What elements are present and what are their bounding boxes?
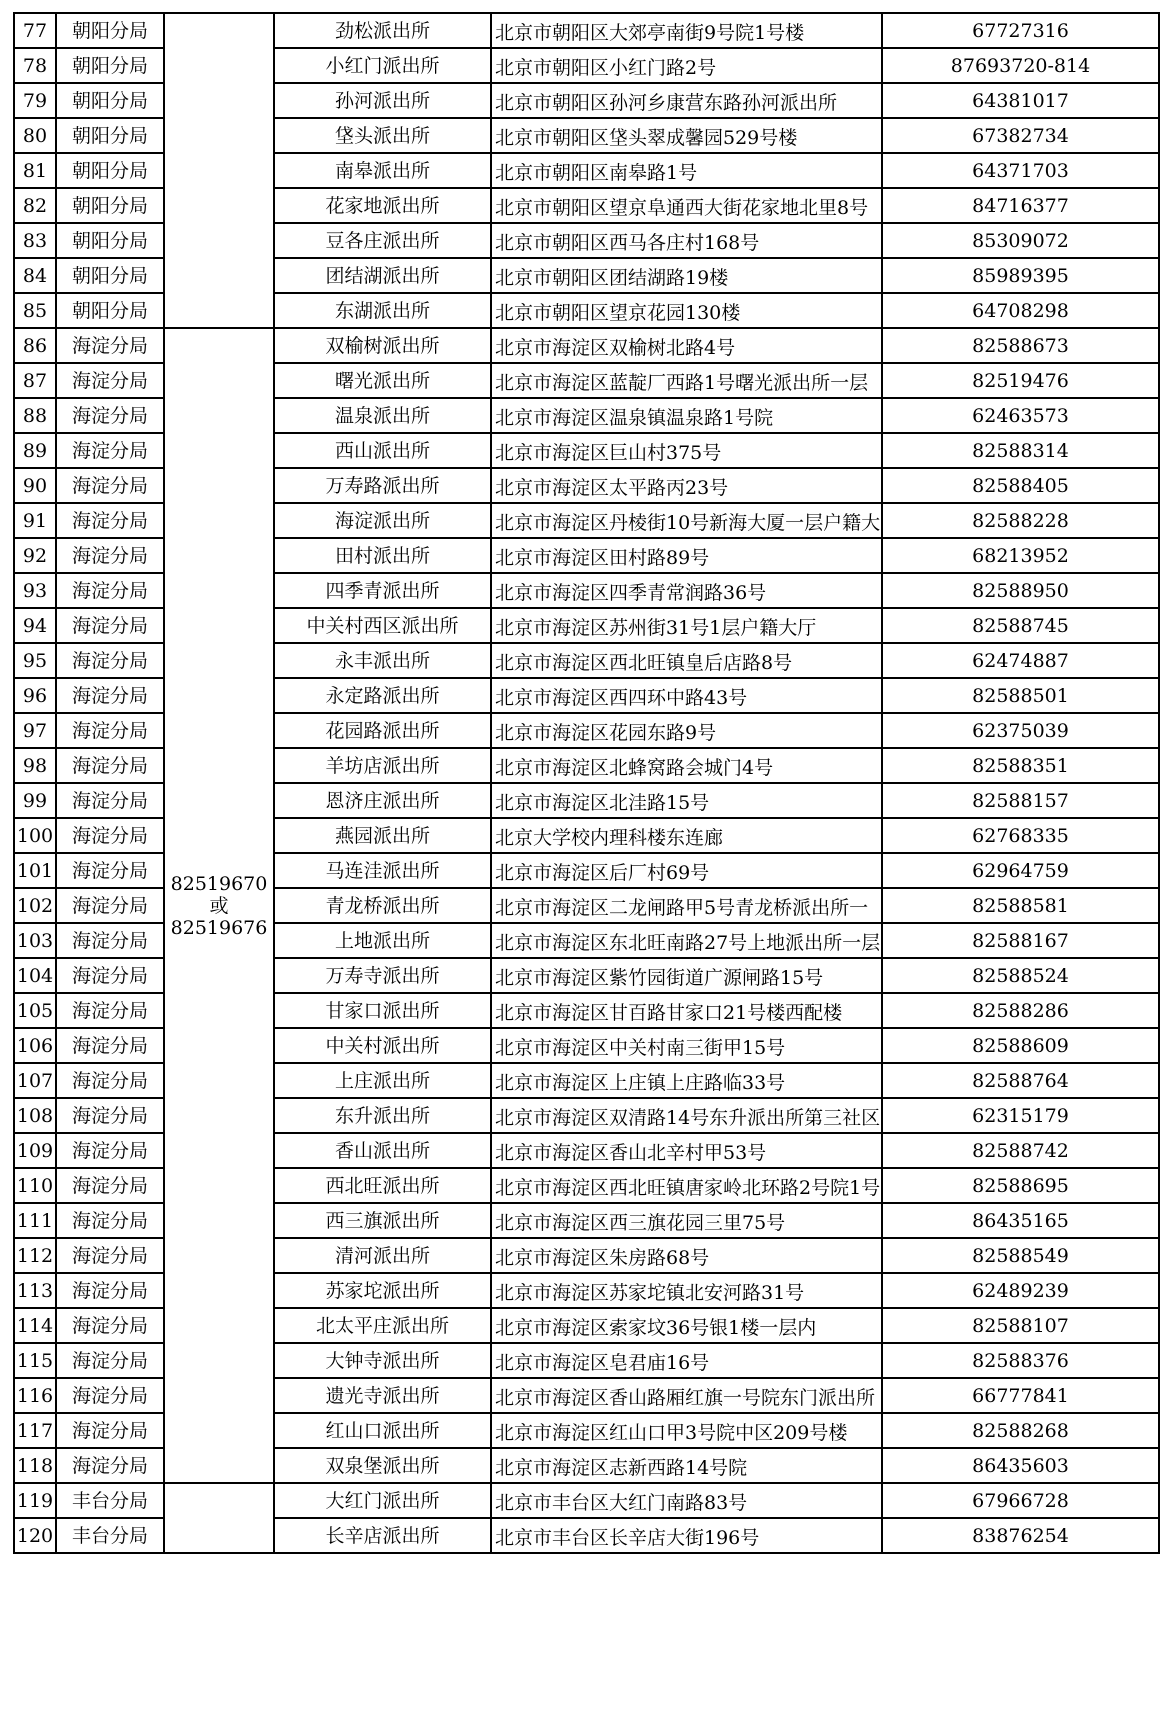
station-address: 北京市朝阳区小红门路2号 (495, 57, 717, 79)
phone-number: 67382734 (972, 124, 1069, 147)
bureau-hotline: 82519670或82519676 (170, 872, 268, 939)
station-address: 北京市海淀区中关村南三街甲15号 (495, 1037, 786, 1059)
phone-number: 87693720-814 (950, 54, 1091, 77)
phone-number: 82588107 (972, 1314, 1069, 1337)
phone-number: 82588167 (972, 929, 1069, 952)
station-name: 羊坊店派出所 (325, 754, 440, 777)
station-address: 北京市海淀区朱房路68号 (495, 1247, 710, 1269)
station-name: 孙河派出所 (334, 89, 430, 112)
station-name: 双泉堡派出所 (325, 1454, 440, 1477)
station-address: 北京市海淀区四季青常润路36号 (495, 582, 767, 604)
station-address: 北京市海淀区西三旗花园三里75号 (495, 1212, 786, 1234)
station-name: 东升派出所 (334, 1104, 430, 1127)
station-address: 北京市朝阳区大郊亭南街9号院1号楼 (495, 22, 805, 44)
row-number: 78 (22, 54, 48, 77)
row-number: 108 (16, 1104, 54, 1127)
bureau-name: 海淀分局 (71, 1209, 148, 1232)
station-address: 北京市朝阳区望京花园130楼 (495, 302, 741, 324)
station-name: 西北旺派出所 (325, 1174, 440, 1197)
phone-number: 68213952 (972, 544, 1069, 567)
row-number: 109 (16, 1139, 54, 1162)
bureau-hotline (165, 1484, 273, 1552)
bureau-hotline (165, 14, 273, 327)
phone-number: 82588695 (972, 1174, 1069, 1197)
row-number: 119 (16, 1489, 54, 1512)
phone-number: 82588405 (972, 474, 1069, 497)
row-number: 93 (22, 579, 48, 602)
row-number: 106 (16, 1034, 54, 1057)
row-number: 83 (22, 229, 48, 252)
phone-number: 82588745 (972, 614, 1069, 637)
row-rule (273, 1552, 1160, 1554)
row-number: 89 (22, 439, 48, 462)
bureau-name: 朝阳分局 (71, 264, 148, 287)
bureau-name: 海淀分局 (71, 1314, 148, 1337)
station-name: 清河派出所 (334, 1244, 430, 1267)
phone-number: 82588286 (972, 999, 1069, 1022)
station-address: 北京市海淀区紫竹园街道广源闸路15号 (495, 967, 824, 989)
bureau-name: 朝阳分局 (71, 54, 148, 77)
station-name: 中关村派出所 (325, 1034, 440, 1057)
bureau-name: 海淀分局 (71, 964, 148, 987)
row-number: 91 (22, 509, 48, 532)
row-number: 85 (22, 299, 48, 322)
bureau-name: 海淀分局 (71, 1174, 148, 1197)
bureau-name: 朝阳分局 (71, 299, 148, 322)
row-number: 86 (22, 334, 48, 357)
station-name: 遗光寺派出所 (325, 1384, 440, 1407)
station-name: 上地派出所 (334, 929, 430, 952)
row-number: 87 (22, 369, 48, 392)
station-name: 永定路派出所 (325, 684, 440, 707)
bureau-name: 朝阳分局 (71, 89, 148, 112)
bureau-name: 朝阳分局 (71, 19, 148, 42)
bureau-name: 海淀分局 (71, 474, 148, 497)
row-number: 92 (22, 544, 48, 567)
row-number: 99 (22, 789, 48, 812)
phone-number: 82588157 (972, 789, 1069, 812)
bureau-name: 海淀分局 (71, 1279, 148, 1302)
bureau-name: 丰台分局 (71, 1524, 148, 1547)
row-number: 115 (16, 1349, 54, 1372)
bureau-name: 海淀分局 (71, 999, 148, 1022)
bureau-name: 海淀分局 (71, 1384, 148, 1407)
station-name: 南皋派出所 (334, 159, 430, 182)
station-name: 北太平庄派出所 (315, 1314, 449, 1337)
phone-number: 62463573 (972, 404, 1069, 427)
row-number: 82 (22, 194, 48, 217)
station-name: 东湖派出所 (334, 299, 430, 322)
station-name: 温泉派出所 (334, 404, 430, 427)
row-number: 77 (22, 19, 48, 42)
bureau-name: 海淀分局 (71, 824, 148, 847)
station-name: 万寿路派出所 (325, 474, 440, 497)
phone-number: 62375039 (972, 719, 1069, 742)
bureau-name: 海淀分局 (71, 894, 148, 917)
phone-number: 66777841 (972, 1384, 1069, 1407)
phone-number: 82588376 (972, 1349, 1069, 1372)
bureau-name: 海淀分局 (71, 1244, 148, 1267)
row-number: 118 (16, 1454, 54, 1477)
station-name: 燕园派出所 (334, 824, 430, 847)
bureau-name: 海淀分局 (71, 1454, 148, 1477)
station-name: 大红门派出所 (325, 1489, 440, 1512)
station-address: 北京市朝阳区垡头翠成馨园529号楼 (495, 127, 798, 149)
bureau-name: 海淀分局 (71, 649, 148, 672)
bureau-name: 海淀分局 (71, 544, 148, 567)
row-number: 100 (16, 824, 54, 847)
station-name: 大钟寺派出所 (325, 1349, 440, 1372)
station-name: 小红门派出所 (325, 54, 440, 77)
phone-number: 86435165 (972, 1209, 1069, 1232)
station-address: 北京市海淀区香山北辛村甲53号 (495, 1142, 767, 1164)
station-name: 马连洼派出所 (325, 859, 440, 882)
row-number: 95 (22, 649, 48, 672)
row-rule (163, 1552, 275, 1554)
station-name: 香山派出所 (334, 1139, 430, 1162)
bureau-name: 海淀分局 (71, 334, 148, 357)
row-number: 101 (16, 859, 54, 882)
bureau-name: 海淀分局 (71, 859, 148, 882)
station-name: 苏家坨派出所 (325, 1279, 440, 1302)
station-address: 北京市海淀区志新西路14号院 (495, 1457, 748, 1479)
bureau-name: 海淀分局 (71, 1349, 148, 1372)
phone-number: 82588673 (972, 334, 1069, 357)
station-address: 北京市海淀区皂君庙16号 (495, 1352, 710, 1374)
bureau-name: 海淀分局 (71, 754, 148, 777)
bureau-name: 海淀分局 (71, 404, 148, 427)
station-address: 北京市海淀区北洼路15号 (495, 792, 710, 814)
station-name: 花园路派出所 (325, 719, 440, 742)
station-name: 劲松派出所 (334, 19, 430, 42)
station-address: 北京市朝阳区孙河乡康营东路孙河派出所 (495, 92, 838, 114)
station-address: 北京市海淀区蓝靛厂西路1号曙光派出所一层 (495, 372, 869, 394)
phone-number: 82588314 (972, 439, 1069, 462)
station-address: 北京市海淀区田村路89号 (495, 547, 710, 569)
row-number: 120 (16, 1524, 54, 1547)
row-number: 117 (16, 1419, 54, 1442)
station-address: 北京市海淀区苏州街31号1层户籍大厅 (495, 617, 817, 639)
row-number: 111 (16, 1209, 54, 1232)
station-address: 北京市海淀区苏家坨镇北安河路31号 (495, 1282, 805, 1304)
station-address: 北京市朝阳区团结湖路19楼 (495, 267, 729, 289)
station-name: 豆各庄派出所 (325, 229, 440, 252)
row-number: 80 (22, 124, 48, 147)
station-address: 北京市海淀区西四环中路43号 (495, 687, 748, 709)
row-number: 105 (16, 999, 54, 1022)
bureau-name: 朝阳分局 (71, 159, 148, 182)
phone-number: 85989395 (972, 264, 1069, 287)
station-name: 永丰派出所 (334, 649, 430, 672)
phone-number: 82588524 (972, 964, 1069, 987)
bureau-name: 海淀分局 (71, 684, 148, 707)
station-address: 北京市海淀区索家坟36号银1楼一层内 (495, 1317, 817, 1339)
station-address: 北京市海淀区丹棱街10号新海大厦一层户籍大 (495, 512, 881, 534)
row-number: 110 (16, 1174, 54, 1197)
bureau-name: 海淀分局 (71, 1069, 148, 1092)
phone-number: 67727316 (972, 19, 1069, 42)
station-address: 北京市海淀区花园东路9号 (495, 722, 717, 744)
row-number: 113 (16, 1279, 54, 1302)
bureau-name: 朝阳分局 (71, 194, 148, 217)
station-address: 北京市海淀区太平路丙23号 (495, 477, 729, 499)
phone-number: 62474887 (972, 649, 1069, 672)
row-number: 107 (16, 1069, 54, 1092)
bureau-name: 海淀分局 (71, 439, 148, 462)
station-address: 北京市海淀区香山路厢红旗一号院东门派出所 (495, 1387, 876, 1409)
station-address: 北京市朝阳区南皋路1号 (495, 162, 698, 184)
phone-number: 62768335 (972, 824, 1069, 847)
station-name: 西山派出所 (334, 439, 430, 462)
phone-number: 82588549 (972, 1244, 1069, 1267)
station-name: 海淀派出所 (334, 509, 430, 532)
bureau-name: 海淀分局 (71, 1419, 148, 1442)
station-address: 北京市海淀区双榆树北路4号 (495, 337, 736, 359)
phone-number: 82588609 (972, 1034, 1069, 1057)
phone-number: 67966728 (972, 1489, 1069, 1512)
phone-number: 82519476 (972, 369, 1069, 392)
bureau-name: 朝阳分局 (71, 229, 148, 252)
station-name: 长辛店派出所 (325, 1524, 440, 1547)
phone-number: 82588351 (972, 754, 1069, 777)
station-address: 北京市海淀区巨山村375号 (495, 442, 722, 464)
bureau-name: 海淀分局 (71, 579, 148, 602)
station-name: 中关村西区派出所 (306, 614, 459, 637)
bureau-name: 海淀分局 (71, 929, 148, 952)
phone-number: 82588501 (972, 684, 1069, 707)
station-name: 四季青派出所 (325, 579, 440, 602)
station-address: 北京市海淀区西北旺镇皇后店路8号 (495, 652, 793, 674)
station-name: 万寿寺派出所 (325, 964, 440, 987)
station-address: 北京市海淀区红山口甲3号院中区209号楼 (495, 1422, 848, 1444)
bureau-name: 海淀分局 (71, 1139, 148, 1162)
station-address: 北京市丰台区长辛店大街196号 (495, 1527, 760, 1549)
row-number: 102 (16, 894, 54, 917)
station-address: 北京市海淀区西北旺镇唐家岭北环路2号院1号 (495, 1177, 881, 1199)
bureau-name: 海淀分局 (71, 1034, 148, 1057)
row-number: 81 (22, 159, 48, 182)
station-address: 北京市海淀区东北旺南路27号上地派出所一层 (495, 932, 881, 954)
row-rule (13, 1552, 165, 1554)
phone-number: 64708298 (972, 299, 1069, 322)
station-name: 双榆树派出所 (325, 334, 440, 357)
phone-number: 62964759 (972, 859, 1069, 882)
station-address: 北京市丰台区大红门南路83号 (495, 1492, 748, 1514)
bureau-name: 丰台分局 (71, 1489, 148, 1512)
phone-number: 82588581 (972, 894, 1069, 917)
phone-number: 64371703 (972, 159, 1069, 182)
phone-number: 85309072 (972, 229, 1069, 252)
row-number: 104 (16, 964, 54, 987)
bureau-name: 海淀分局 (71, 614, 148, 637)
bureau-name: 海淀分局 (71, 509, 148, 532)
phone-number: 82588268 (972, 1419, 1069, 1442)
row-number: 88 (22, 404, 48, 427)
row-number: 103 (16, 929, 54, 952)
row-number: 97 (22, 719, 48, 742)
phone-number: 82588950 (972, 579, 1069, 602)
phone-number: 64381017 (972, 89, 1069, 112)
station-name: 田村派出所 (334, 544, 430, 567)
bureau-name: 海淀分局 (71, 1104, 148, 1127)
bureau-name: 海淀分局 (71, 369, 148, 392)
row-number: 96 (22, 684, 48, 707)
row-number: 90 (22, 474, 48, 497)
station-address: 北京市海淀区后厂村69号 (495, 862, 710, 884)
phone-number: 62489239 (972, 1279, 1069, 1302)
row-number: 116 (16, 1384, 54, 1407)
station-address: 北京市海淀区二龙闸路甲5号青龙桥派出所一 (495, 897, 869, 919)
bureau-name: 朝阳分局 (71, 124, 148, 147)
station-address: 北京市海淀区双清路14号东升派出所第三社区 (495, 1107, 881, 1129)
row-number: 112 (16, 1244, 54, 1267)
station-name: 曙光派出所 (334, 369, 430, 392)
phone-number: 82588764 (972, 1069, 1069, 1092)
station-name: 垡头派出所 (334, 124, 430, 147)
station-name: 上庄派出所 (334, 1069, 430, 1092)
bureau-name: 海淀分局 (71, 789, 148, 812)
station-address: 北京市海淀区上庄镇上庄路临33号 (495, 1072, 786, 1094)
phone-number: 86435603 (972, 1454, 1069, 1477)
bureau-name: 海淀分局 (71, 719, 148, 742)
station-name: 花家地派出所 (325, 194, 440, 217)
station-address: 北京市海淀区温泉镇温泉路1号院 (495, 407, 774, 429)
station-address: 北京市海淀区北蜂窝路会城门4号 (495, 757, 774, 779)
police-station-table (13, 12, 1158, 1719)
phone-number: 82588228 (972, 509, 1069, 532)
station-name: 西三旗派出所 (325, 1209, 440, 1232)
station-name: 恩济庄派出所 (325, 789, 440, 812)
phone-number: 62315179 (972, 1104, 1069, 1127)
station-address: 北京大学校内理科楼东连廊 (495, 827, 724, 849)
row-number: 98 (22, 754, 48, 777)
phone-number: 84716377 (972, 194, 1069, 217)
row-number: 114 (16, 1314, 54, 1337)
station-address: 北京市朝阳区西马各庄村168号 (495, 232, 760, 254)
phone-number: 83876254 (972, 1524, 1069, 1547)
row-number: 94 (22, 614, 48, 637)
station-name: 甘家口派出所 (325, 999, 440, 1022)
row-number: 84 (22, 264, 48, 287)
phone-number: 82588742 (972, 1139, 1069, 1162)
station-address: 北京市朝阳区望京阜通西大街花家地北里8号 (495, 197, 869, 219)
station-name: 红山口派出所 (325, 1419, 440, 1442)
row-number: 79 (22, 89, 48, 112)
station-name: 青龙桥派出所 (325, 894, 440, 917)
station-address: 北京市海淀区甘百路甘家口21号楼西配楼 (495, 1002, 843, 1024)
station-name: 团结湖派出所 (325, 264, 440, 287)
